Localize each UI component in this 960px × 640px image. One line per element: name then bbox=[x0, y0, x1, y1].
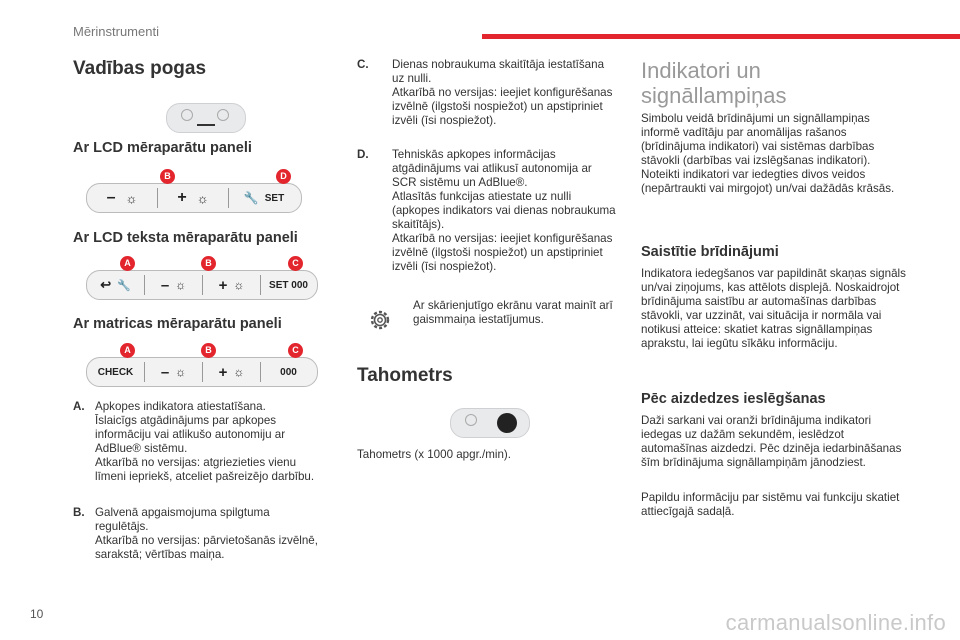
badge-d: D bbox=[276, 169, 291, 184]
return-arrow-icon: ↩ bbox=[100, 277, 112, 292]
list-item-c: C. Dienas nobraukuma skaitītāja iestatīšana uz nulli. Atkarībā no versijas: ieejiet konfigurēšanas izvēlnē (ilgstoši nospiežot) un apstipriniet izvēli (īsi nospiežot). bbox=[357, 58, 613, 127]
reset-button[interactable]: 000 bbox=[280, 366, 297, 378]
subtitle-matrix-panel: Ar matricas mēraparātu paneli bbox=[73, 316, 282, 332]
indicators-intro: Simbolu veidā brīdinājumi un signāllampiņas informē vadītāju par anomālijas rašanos (brīdinājuma indikatori) vai sistēmas darbības stāvokli (darbības vai izslēgšanas indikatori). Noteikti indikatori var iedegties divos veidos (nepārtraukti vai mirgojot) un/vai dažādās krāsās. bbox=[641, 112, 895, 195]
dim-plus-button[interactable]: + ☼ bbox=[218, 363, 245, 381]
list-item-b: B. Galvenā apgaismojuma spilgtuma regulētājs. Atkarībā no versijas: pārvietošanās izvēlnē, sarakstā; vērtības maiņa. bbox=[73, 506, 318, 561]
list-item-a: A. Apkopes indikatora atiestatīšana. Īslaicīgs atgādinājums par apkopes informāciju vai atlikušo autonomiju ar AdBlue® sistēmu. Atkarībā no versijas: atgriezieties vienu līmeni iepriekš, atceliet pašreizējo darbību. bbox=[73, 400, 315, 483]
section-title-indicators: Indikatori un signāllampiņas bbox=[641, 58, 787, 108]
after-ignition-text-2: Papildu informāciju par sistēmu vai funkciju skatiet attiecīgajā sadaļā. bbox=[641, 491, 900, 518]
section-title-tachometer: Tahometrs bbox=[357, 365, 453, 386]
related-warnings-text: Indikatora iedegšanos var papildināt skaņas signāls un/vai ziņojums, kas attēlots displejā. Noskaidrojot brīdinājuma saistību ar automašīnas darbības stāvokli, var uzzināt, vai situācija ir normāla vai notikusi atteice: skatiet katras signāllampiņas aprakstu, lai iegūtu sīkāku informāciju. bbox=[641, 267, 906, 350]
lcd-control-panel bbox=[86, 183, 302, 213]
gear-icon bbox=[367, 307, 393, 333]
dim-minus-button[interactable]: – ☼ bbox=[160, 276, 187, 294]
lcd-text-control-panel bbox=[86, 270, 318, 300]
touchscreen-note: Ar skārienjutīgo ekrānu varat mainīt arī gaismmaiņa iestatījumus. bbox=[413, 299, 613, 326]
wrench-icon: 🔧 bbox=[243, 191, 259, 205]
watermark: carmanualsonline.info bbox=[725, 610, 946, 635]
tachometer-text: Tahometrs (x 1000 apgr./min). bbox=[357, 448, 512, 461]
badge-a: A bbox=[120, 343, 135, 358]
dim-minus-button[interactable]: – ☼ bbox=[106, 189, 138, 206]
subtitle-lcd-text-panel: Ar LCD teksta mēraparātu paneli bbox=[73, 230, 298, 246]
section-header: Mērinstrumenti bbox=[73, 24, 159, 39]
matrix-control-panel bbox=[86, 357, 318, 387]
instrument-cluster-icon bbox=[166, 103, 246, 133]
badge-b: B bbox=[160, 169, 175, 184]
subtitle-related-warnings: Saistītie brīdinājumi bbox=[641, 244, 779, 260]
set-reset-button[interactable]: SET 000 bbox=[269, 279, 308, 291]
dim-plus-button[interactable]: + ☼ bbox=[177, 189, 209, 206]
check-button[interactable]: CHECK bbox=[97, 366, 134, 378]
section-title-controls: Vadības pogas bbox=[73, 58, 207, 79]
page-number: 10 bbox=[30, 607, 44, 621]
dim-plus-button[interactable]: + ☼ bbox=[218, 276, 245, 294]
badge-b: B bbox=[201, 256, 216, 271]
badge-a: A bbox=[120, 256, 135, 271]
badge-c: C bbox=[288, 343, 303, 358]
after-ignition-text-1: Daži sarkani vai oranži brīdinājuma indikatori iedegas uz dažām sekundēm, ieslēdzot automašīnas aizdedzi. Pēc dzinēja iedarbināšanas šīm brīdinājuma signāllampiņām jānodziest. bbox=[641, 414, 902, 469]
wrench-icon: 🔧 bbox=[117, 279, 131, 292]
back-button[interactable] bbox=[87, 271, 144, 299]
subtitle-after-ignition: Pēc aizdedzes ieslēgšanas bbox=[641, 391, 826, 407]
list-item-d: D. Tehniskās apkopes informācijas atgādinājums vai atlikusī autonomija ar SCR sistēmu un AdBlue®. Atlasītās funkcijas atiestate uz nulli (apkopes indikators vai dienas nobraukuma skaitītājs). Atkarībā no versijas: ieejiet konfigurēšanas izvēlnē (ilgstoši nospiežot) un apstipriniet izvēli (īsi nospiežot). bbox=[357, 148, 616, 273]
badge-c: C bbox=[288, 256, 303, 271]
dim-minus-button[interactable]: – ☼ bbox=[160, 363, 187, 381]
subtitle-lcd-panel: Ar LCD mēraparātu paneli bbox=[73, 140, 252, 156]
header-accent-bar bbox=[482, 34, 960, 39]
set-button[interactable]: 🔧 SET bbox=[243, 191, 285, 205]
badge-b: B bbox=[201, 343, 216, 358]
tachometer-icon bbox=[450, 408, 530, 438]
